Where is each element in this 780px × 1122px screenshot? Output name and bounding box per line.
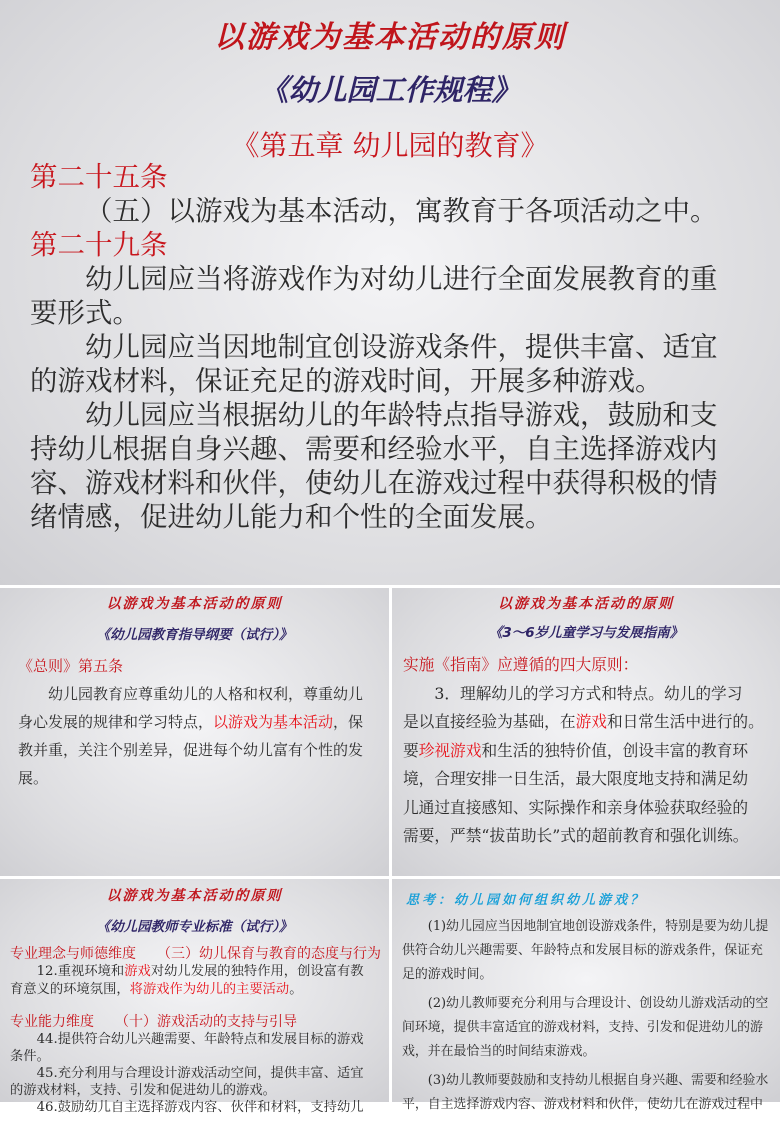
- text-line: [403, 765, 764, 794]
- text-segment: 要: [403, 740, 419, 760]
- text-segment: 46.鼓励幼儿自主选择游戏内容、伙伴和材料，支持幼儿: [36, 1100, 364, 1115]
- text-line: [403, 794, 764, 823]
- highlighted-text: 将游戏作为幼儿的主要活动: [129, 982, 290, 997]
- text-segment: 。: [289, 982, 303, 997]
- section-text: [403, 680, 764, 851]
- text-line: [402, 1040, 768, 1064]
- dimension-heading-1: 专业理念与师德维度 （三）幼儿保育与教育的态度与行为: [10, 946, 381, 962]
- answer-paragraph: [402, 992, 768, 1064]
- document-title: 《幼儿园教师专业标准（试行）》: [96, 919, 293, 935]
- dimension-text-2: [10, 1031, 381, 1116]
- text-segment: 儿通过直接感知、实际操作和亲身体验获取经验的: [403, 797, 749, 817]
- text-line: [30, 296, 718, 330]
- text-segment: 是以直接经验为基础，在: [403, 712, 576, 731]
- text-line: [10, 1031, 381, 1048]
- article-29-heading: 第二十九条: [30, 229, 168, 261]
- text-line: [403, 737, 764, 766]
- highlighted-text: 游戏: [575, 712, 607, 731]
- text-segment: (3)幼儿教师要鼓励和支持幼儿根据自身兴趣、需要和经验水: [427, 1073, 769, 1088]
- slide-think-question: [392, 879, 780, 1112]
- document-title: 《幼儿园教育指导纲要（试行）》: [96, 627, 293, 643]
- text-segment: 12.重视环境和: [36, 964, 125, 979]
- text-line: [18, 736, 363, 764]
- text-segment: 幼儿园应当因地制宜创设游戏条件，提供丰富、适宜: [85, 331, 718, 363]
- slide-guideline-outline: [0, 588, 389, 876]
- text-segment: 足的游戏时间。: [402, 967, 493, 982]
- text-segment: 持幼儿根据自身兴趣、需要和经验水平，自主选择游戏内: [30, 433, 718, 465]
- slide-learning-guide: [392, 588, 780, 876]
- text-line: [403, 680, 764, 709]
- article-29-text: [30, 262, 718, 534]
- text-segment: 供符合幼儿兴趣需要、年龄特点和发展目标的游戏条件，保证充: [402, 943, 763, 958]
- text-segment: 45.充分利用与合理设计游戏活动空间，提供丰富、适宜: [36, 1066, 364, 1081]
- answer-paragraph: [402, 915, 768, 987]
- text-segment: 育意义的环境氛围，: [10, 982, 130, 997]
- question-title: 思考：幼儿园如何组织幼儿游戏？: [406, 893, 647, 908]
- slide-title: 以游戏为基本活动的原则: [106, 888, 283, 904]
- text-line: [30, 364, 718, 398]
- document-title: 《3～6岁儿童学习与发展指南》: [488, 625, 684, 641]
- chapter-title: 《第五章 幼儿园的教育》: [231, 129, 549, 162]
- highlighted-text: 以游戏为基本活动: [213, 713, 334, 731]
- section-heading: 实施《指南》应遵循的四大原则：: [403, 655, 639, 674]
- article-25-text: [30, 194, 718, 228]
- text-segment: 身心发展的规律和学习特点，: [18, 713, 214, 731]
- text-segment: 和日常生活中进行的。: [606, 712, 764, 731]
- answer-paragraph: [402, 1069, 768, 1117]
- text-line: [30, 330, 718, 364]
- slide-teacher-standard: [0, 879, 389, 1115]
- text-line: [402, 1093, 768, 1117]
- text-line: [30, 262, 718, 296]
- text-segment: 的游戏材料，保证充足的游戏时间，开展多种游戏。: [30, 365, 663, 397]
- text-line: [10, 963, 381, 981]
- text-segment: 幼儿园教育应尊重幼儿的人格和权利，尊重幼儿: [48, 685, 364, 703]
- text-line: [18, 764, 363, 792]
- text-line: [30, 398, 718, 432]
- text-line: [402, 963, 768, 987]
- text-segment: 44.提供符合幼儿兴趣需要、年龄特点和发展目标的游戏: [36, 1032, 364, 1047]
- text-line: [18, 680, 363, 708]
- text-segment: 的游戏材料，支持、引发和促进幼儿的游戏。: [10, 1083, 276, 1098]
- text-line: [403, 708, 764, 737]
- text-line: [10, 1048, 381, 1065]
- text-line: [402, 939, 768, 963]
- section-text: [18, 680, 363, 792]
- text-line: [10, 1065, 381, 1082]
- text-line: [402, 992, 768, 1016]
- text-segment: 教并重，关注个别差异，促进每个幼儿富有个性的发: [18, 741, 364, 759]
- highlighted-text: 珍视游戏: [418, 740, 482, 760]
- document-title: 《幼儿园工作规程》: [259, 73, 521, 107]
- text-line: [18, 708, 363, 736]
- text-segment: 条件。: [10, 1049, 50, 1064]
- text-segment: 平，自主选择游戏内容、游戏材料和伙伴，使幼儿在游戏过程中: [402, 1097, 763, 1112]
- text-segment: 境，合理安排一日生活，最大限度地支持和满足幼: [403, 769, 749, 788]
- article-25-heading: 第二十五条: [30, 161, 168, 193]
- text-segment: (1)幼儿园应当因地制宜地创设游戏条件，特别是要为幼儿提: [427, 919, 769, 934]
- text-segment: 容、游戏材料和伙伴，使幼儿在游戏过程中获得积极的情: [30, 467, 718, 499]
- text-line: [10, 1099, 381, 1116]
- slide-title: 以游戏为基本活动的原则: [106, 596, 283, 612]
- text-segment: 和生活的独特价值，创设丰富的教育环: [481, 740, 749, 760]
- text-segment: 幼儿园应当根据幼儿的年龄特点指导游戏，鼓励和支: [85, 399, 718, 431]
- text-line: [10, 1082, 381, 1099]
- text-segment: ，保: [333, 713, 364, 731]
- text-line: [30, 500, 718, 534]
- section-heading: 《总则》第五条: [18, 657, 124, 675]
- text-segment: 需要，严禁“拔苗助长”式的超前教育和强化训练。: [403, 826, 749, 845]
- text-line: [30, 432, 718, 466]
- text-segment: 3．理解幼儿的学习方式和特点。幼儿的学习: [434, 683, 743, 703]
- text-line: [402, 915, 768, 939]
- text-segment: (2)幼儿教师要充分利用与合理设计、创设幼儿游戏活动的空: [427, 996, 769, 1011]
- text-line: [10, 981, 381, 999]
- text-segment: （五）以游戏为基本活动，寓教育于各项活动之中。: [85, 195, 718, 227]
- text-line: [402, 1016, 768, 1040]
- text-line: [30, 194, 718, 228]
- text-segment: 绪情感，促进幼儿能力和个性的全面发展。: [30, 501, 553, 533]
- text-segment: 对幼儿发展的独特作用，创设富有教: [150, 964, 364, 979]
- highlighted-text: 游戏: [124, 964, 151, 979]
- text-segment: 戏，并在最恰当的时间结束游戏。: [402, 1044, 596, 1059]
- text-line: [403, 822, 764, 851]
- text-line: [30, 466, 718, 500]
- text-segment: 幼儿园应当将游戏作为对幼儿进行全面发展教育的重: [85, 263, 718, 295]
- slide-title: 以游戏为基本活动的原则: [214, 20, 566, 55]
- text-segment: 展。: [18, 769, 49, 787]
- text-segment: 要形式。: [30, 297, 140, 329]
- dimension-text-1: [10, 963, 381, 999]
- slide-title: 以游戏为基本活动的原则: [498, 596, 674, 612]
- dimension-heading-2: 专业能力维度 （十）游戏活动的支持与引导: [10, 1014, 297, 1030]
- text-line: [402, 1069, 768, 1093]
- text-segment: 间环境，提供丰富适宜的游戏材料，支持、引发和促进幼儿的游: [402, 1020, 763, 1035]
